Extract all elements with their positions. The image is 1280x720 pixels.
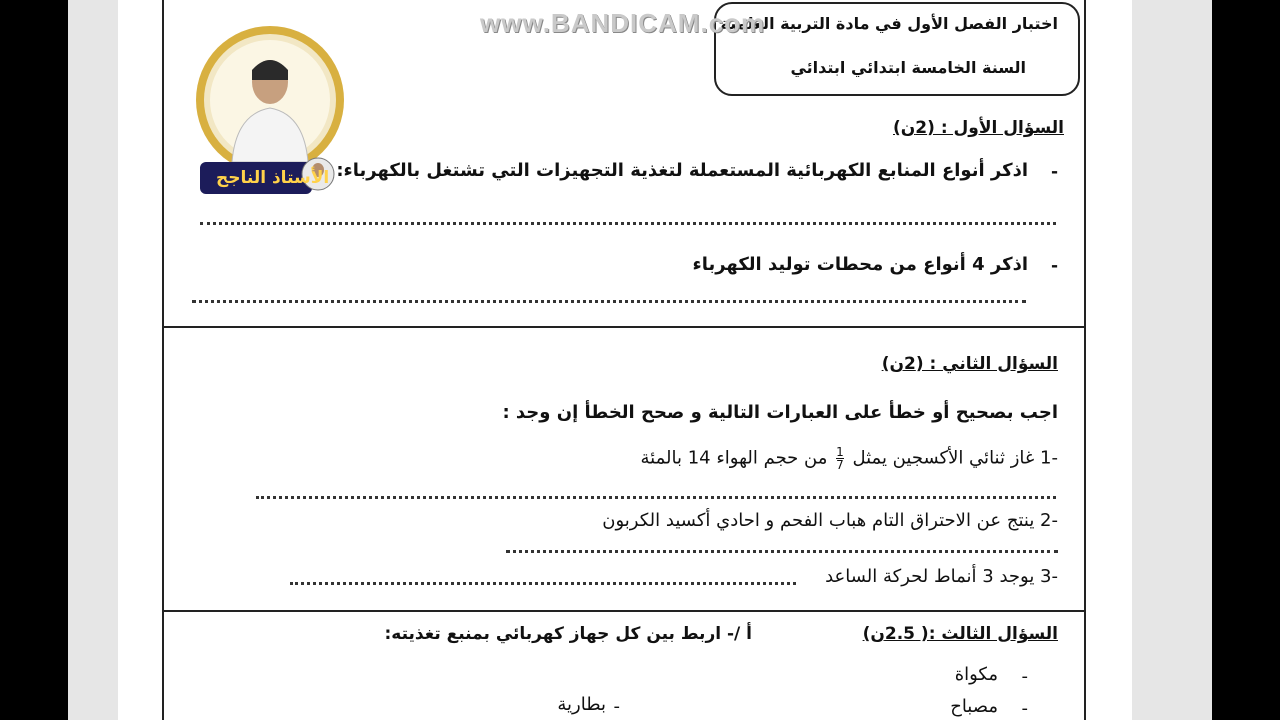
statement-1-post: من حجم الهواء 14 بالمئة: [640, 447, 828, 469]
device-bullet-1: -: [1021, 666, 1028, 687]
statement-1-number: -1: [1040, 447, 1058, 469]
question-3-title: السؤال الثالث :( 2.5ن): [862, 624, 1058, 644]
statement-3: -3 يوجد 3 أنماط لحركة الساعد: [825, 566, 1058, 587]
logo-caption: الأستاذ الناجح: [216, 168, 330, 188]
question-1-bullet-2: -: [1050, 256, 1058, 276]
question-1-title: السؤال الأول : (2ن): [893, 118, 1064, 138]
question-2-title: السؤال الثاني : (2ن): [881, 354, 1058, 374]
bandicam-watermark: www.BANDICAM.com: [480, 8, 766, 38]
answer-line-5: [290, 582, 796, 585]
answer-line-4: [506, 550, 1058, 553]
source-battery: بطارية: [557, 694, 606, 715]
question-1-item-2: اذكر 4 أنواع من محطات توليد الكهرباء: [692, 254, 1028, 275]
statement-1-pre: غاز ثنائي الأكسجين يمثل: [852, 447, 1035, 469]
right-gray-margin: [1132, 0, 1212, 720]
fraction-numerator: 1: [836, 445, 844, 459]
answer-line-3: [256, 496, 1056, 499]
device-iron: مكواة: [954, 664, 998, 685]
statement-1: [640, 446, 1058, 471]
left-black-bar: [0, 0, 68, 720]
header-grade: السنة الخامسة ابتدائي ابتدائي: [790, 58, 1026, 77]
device-bullet-2: -: [1021, 698, 1028, 719]
section-divider-2: [162, 610, 1086, 612]
source-bullet-1: -: [613, 696, 620, 717]
question-1-item-1: اذكر أنواع المنابع الكهربائية المستعملة لتغذية التجهيزات التي تشتغل بالكهرباء:: [336, 160, 1028, 181]
question-1-bullet-1: -: [1050, 162, 1058, 182]
question-2-instruction: اجب بصحيح أو خطأ على العبارات التالية و صحح الخطأ إن وجد :: [502, 402, 1058, 423]
device-lamp: مصباح: [950, 696, 998, 717]
section-divider-1: [162, 326, 1086, 328]
header-title: اختبار الفصل الأول في مادة التربية العلمية: [720, 14, 1058, 33]
answer-line-2: [192, 300, 1026, 303]
question-3-part-a: أ /- اربط بين كل جهاز كهربائي بمنبع تغذيته:: [384, 624, 752, 644]
right-black-bar: [1212, 0, 1280, 720]
statement-2: -2 ينتج عن الاحتراق التام هباب الفحم و احادي أكسيد الكربون: [602, 510, 1058, 531]
fraction-denominator: 7: [836, 458, 844, 472]
fraction-one-seventh: [836, 446, 844, 471]
left-gray-margin: [68, 0, 118, 720]
answer-line-1: [200, 222, 1056, 225]
